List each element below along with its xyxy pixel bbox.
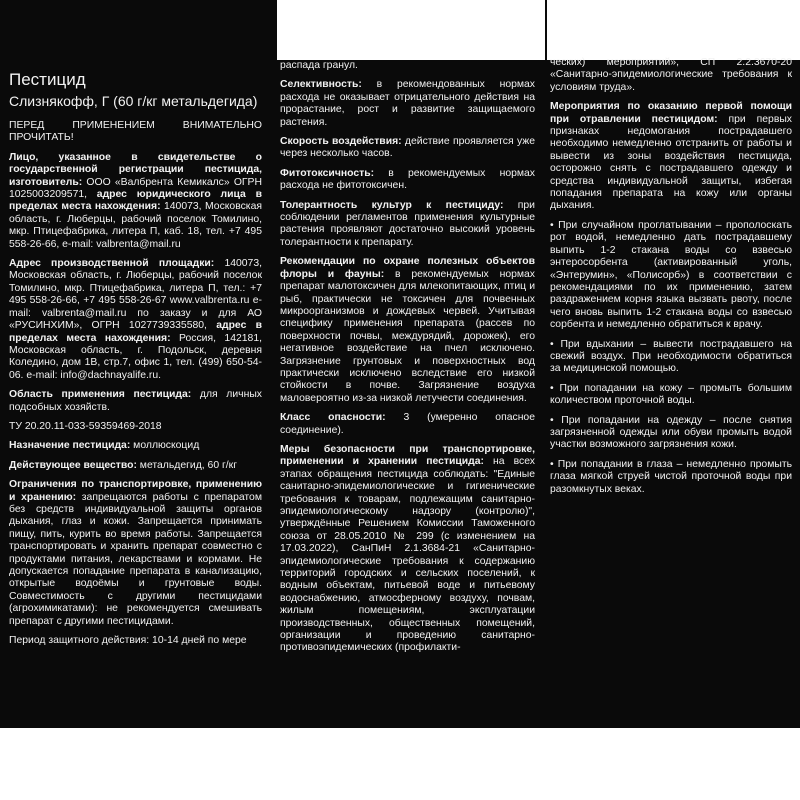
continued-text: распада гранул. bbox=[280, 60, 358, 71]
first-aid-paragraph: Мероприятия по оказанию первой помощи при отравлении пестицидом: при первых признаках недомогания пострадавшего необходимо немедленно отстранить от работы и вывести из зоны воздействия пестицида, осторожно снять с пострадавшего одежду и средства индивидуальной защиты, избегая попадания препарата на кожу или органы дыхания. bbox=[550, 101, 792, 212]
restrictions-paragraph: Ограничения по транспортировке, применению и хранению: запрещаются работы с препаратом без средств индивидуальной защиты органов дыхания, глаз и кожи. Запрещается принимать пищу, пить, курить во время работы. Запрещается транспортировать и хранить препарат совместно с продуктами питания, лекарствами и кормами. Не допускается попадание препарата в канализацию, открытые водоёмы и грунтовые воды. Совместимость с другими пестицидами (агрохимикатами): не рекомендуется смешивать препарат с другими пестицидами. bbox=[9, 479, 262, 627]
production-address-paragraph: Адрес производственной площадки: 140073, Московская область, г. Люберцы, рабочий поселок Томилино, мкр. Птицефабрика, литера П, тел.: +7 495 558-26-66, +7 495 558-26-67 www.valbrenta.ru e-mail: valbrenta@mail.ru по заказу и для АО «РУСИНХИМ», ОГРН 1027739335580, адрес в пределах места нахождения: Россия, 142181, Московская область, г. Подольск, деревня Коледино, дом 1В, стр.7, офис 1, тел. (499) 650-54-06. e-mail: info@dachnayalife.ru. bbox=[9, 258, 263, 381]
hazard-class-paragraph: Класс опасности: 3 (умеренно опасное соединение). bbox=[280, 412, 535, 436]
safety-measures-paragraph: Меры безопасности при транспортировке, применении и хранении пестицида: на всех этапах обращения пестицида соблюдать: "Единые санитарно-эпидемиологические и гигиенические требования к товарам, подлежащим санитарно-эпидемиологическому надзору (контролю)", утверждённые Решением Комиссии Таможенного союза от 28.05.2010 № 299 (с изменением на 17.03.2022), СанПиН 2.1.3684-21 «Санитарно-эпидемиологические требования к содержанию территорий городских и сельских поселений, к водным объектам, питьевой воде и питьевому водоснабжению, атмосферному воздуху, почвам, жилым помещениям, эксплуатации производственных, общественных помещений, организации и проведению санитарно-противоэпидемических (профилакти- bbox=[280, 443, 535, 654]
registrant-paragraph: Лицо, указанное в свидетельстве о государственной регистрации пестицида, изготовитель: ООО «Валбрента Кемикалс» ОГРН 1025003209571, адрес юридического лица в пределах места нахождения: 140073, Московская область, г. Люберцы, рабочий поселок Томилино, мкр. Птицефабрика, литера П, каб. 18, тел. +7 495 558-26-66, e-mail: valbrenta@mail.ru bbox=[9, 151, 262, 250]
tolerance-paragraph: Толерантность культур к пестициду: при соблюдении регламентов применения культурные растения проявляют достаточно высокий уровень толерантности к препарату. bbox=[280, 199, 535, 248]
tech-spec-code: ТУ 20.20.11-033-59359469-2018 bbox=[9, 420, 162, 432]
environment-protection-paragraph: Рекомендации по охране полезных объектов флоры и фауны: в рекомендуемых нормах препарат малотоксичен для млекопитающих, птиц и рыб, практически не токсичен для почвенных микроорганизмов и дождевых червей. Учитывая специфику применения препарата (рассев по поверхности почвы, междурядий, дорожек), его негативное воздействие на пчел исключено. Загрязнение грунтовых и поверхностных вод практически исключено вследствие его низкой стойкости в почве. Загрязнение воздуха маловероятно из-за низкой летучести соединения. bbox=[280, 256, 535, 404]
product-type-title: Пестицид bbox=[9, 70, 86, 89]
first-aid-skin: • При попадании на кожу – промыть большим количеством проточной воды. bbox=[550, 382, 792, 407]
first-aid-inhalation: • При вдыхании – вывести пострадавшего на свежий воздух. При необходимости обратиться за медицинской помощью. bbox=[550, 338, 792, 375]
first-aid-clothing: • При попадании на одежду – после снятия загрязненной одежды или обуви промыть водой участки возможного загрязнения кожи. bbox=[550, 414, 792, 451]
purpose-paragraph: Назначение пестицида: моллюскоцид bbox=[9, 440, 200, 452]
caution-note: ПЕРЕД ПРИМЕНЕНИЕМ ВНИМАТЕЛЬНО ПРОЧИТАТЬ! bbox=[9, 120, 262, 144]
label-column-2 bbox=[277, 0, 545, 728]
speed-paragraph: Скорость воздействия: действие проявляется уже через несколько часов. bbox=[280, 136, 535, 160]
label-column-3 bbox=[547, 0, 800, 728]
product-name: Слизнякофф, Г (60 г/кг метальдегида) bbox=[9, 93, 258, 109]
label-column-1 bbox=[0, 0, 272, 728]
protection-period-paragraph: Период защитного действия: 10-14 дней по мере bbox=[9, 635, 247, 647]
active-substance-paragraph: Действующее вещество: метальдегид, 60 г/кг bbox=[9, 459, 238, 471]
selectivity-paragraph: Селективность: в рекомендованных нормах расхода не оказывает отрицательного действия на прорастание, рост и развитие защищаемого растения. bbox=[280, 79, 535, 128]
continued-text: ческих) мероприятий», СП 2.2.3670-20 «Санитарно-эпидемиологические требования к условиям труда». bbox=[550, 57, 792, 93]
first-aid-swallowing: • При случайном проглатывании – прополоскать рот водой, немедленно дать пострадавшему выпить 1-2 стакана воды со взвесью энтеросорбента (активированный уголь, «Энтерумин», «Полисорб») в соответствии с рекомендациями по их применению, затем раздражением корня языка вызвать рвоту, после чего вновь выпить 1-2 стакана воды со взвесью сорбента и немедленно обратиться к врачу. bbox=[550, 219, 792, 331]
first-aid-eyes: • При попадании в глаза – немедленно промыть глаза мягкой струей чистой проточной воды при разомкнутых веках. bbox=[550, 458, 792, 495]
application-area-paragraph: Область применения пестицида: для личных подсобных хозяйств. bbox=[9, 389, 262, 413]
phytotoxicity-paragraph: Фитотоксичность: в рекомендуемых нормах расхода не фитотоксичен. bbox=[280, 167, 535, 192]
